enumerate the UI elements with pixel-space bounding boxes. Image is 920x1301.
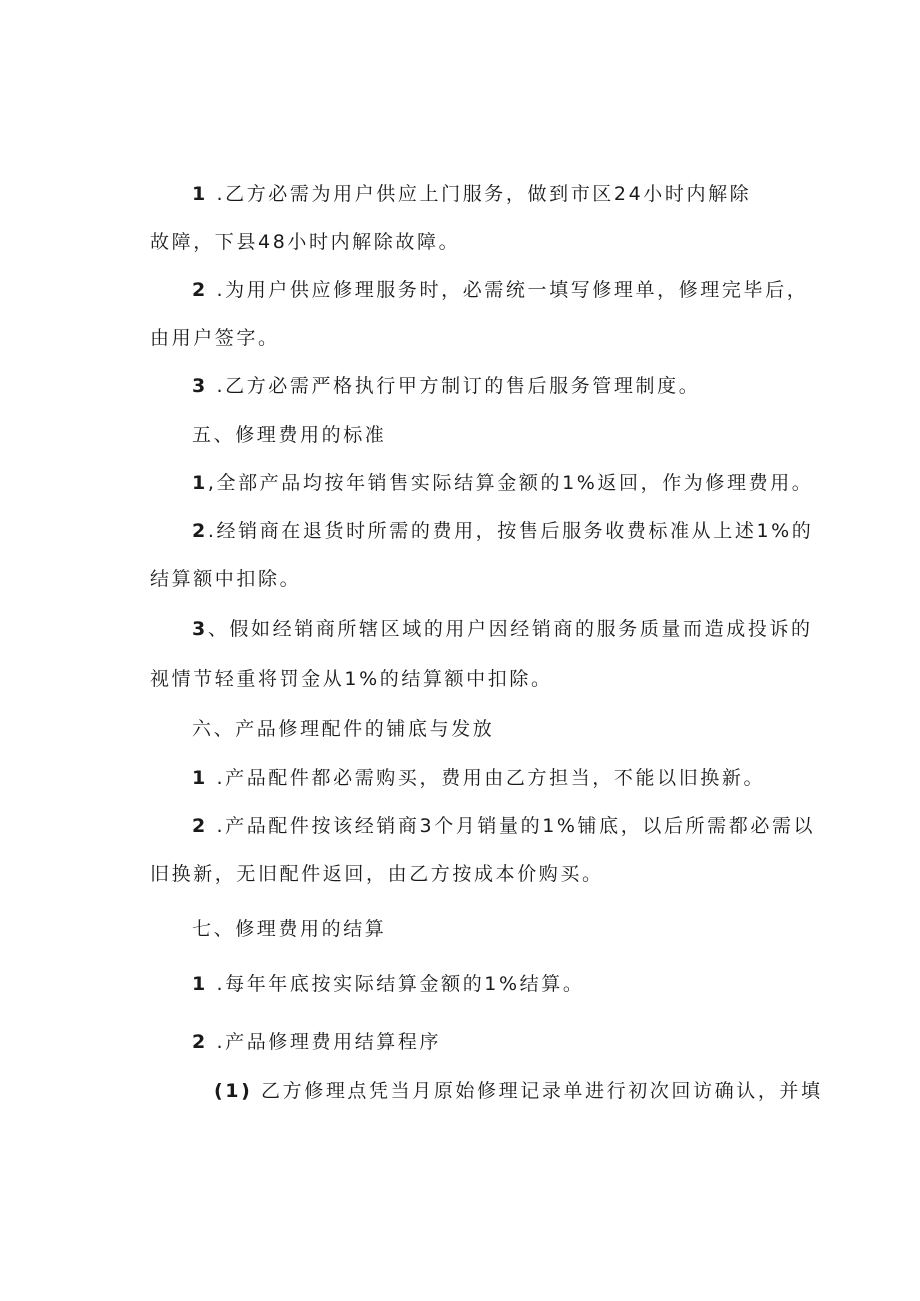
section-heading-6: 六、产品修理配件的铺底与发放 — [192, 718, 495, 740]
clause-line-11: 1 .产品配件都必需购买，费用由乙方担当，不能以旧换新。 — [192, 767, 766, 789]
clause-line-5: 3 .乙方必需严格执行甲方制订的售后服务管理制度。 — [192, 375, 701, 397]
clause-line-14: 1 .每年年底按实际结算金额的1%结算。 — [192, 973, 585, 995]
clause-line-8: 结算额中扣除。 — [150, 568, 302, 590]
clause-line-15: 2 .产品修理费用结算程序 — [192, 1031, 442, 1053]
clause-line-9: 3、假如经销商所辖区域的用户因经销商的服务质量而造成投诉的 — [192, 618, 813, 640]
clause-line-3: 2 .为用户供应修理服务时，必需统一填写修理单，修理完毕后， — [192, 279, 809, 301]
clause-line-6: 1,全部产品均按年销售实际结算金额的1%返回，作为修理费用。 — [192, 472, 814, 494]
clause-line-1: 1 .乙方必需为用户供应上门服务，做到市区24小时内解除 — [192, 183, 752, 205]
clause-line-13: 旧换新，无旧配件返回，由乙方按成本价购买。 — [150, 863, 604, 885]
clause-line-12: 2 .产品配件按该经销商3个月销量的1%铺底，以后所需都必需以 — [192, 815, 816, 837]
clause-line-2: 故障，下县48小时内解除故障。 — [150, 231, 461, 253]
section-heading-7: 七、修理费用的结算 — [192, 918, 387, 940]
section-heading-5: 五、修理费用的标准 — [192, 424, 387, 446]
clause-line-10: 视情节轻重将罚金从1%的结算额中扣除。 — [150, 668, 553, 690]
clause-line-16: (1) 乙方修理点凭当月原始修理记录单进行初次回访确认，并填 — [214, 1080, 823, 1102]
clause-line-7: 2.经销商在退货时所需的费用，按售后服务收费标准从上述1%的 — [192, 520, 814, 542]
clause-line-4: 由用户签字。 — [150, 327, 280, 349]
